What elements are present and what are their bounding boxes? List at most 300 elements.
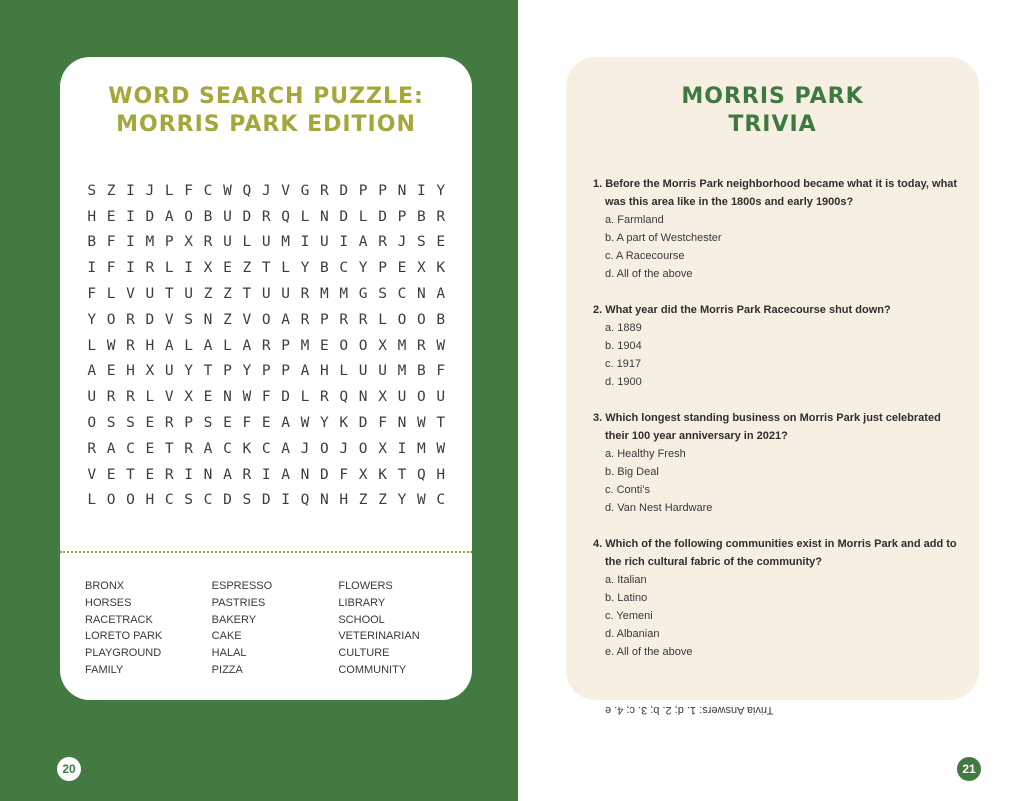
grid-letter: W — [300, 415, 310, 432]
answer-option: a. Farmland — [605, 214, 664, 226]
grid-letter: V — [126, 286, 135, 303]
grid-row — [82, 255, 450, 281]
grid-letter: C — [223, 440, 232, 457]
grid-letter: E — [145, 440, 155, 457]
grid-letter: B — [416, 363, 426, 380]
grid-letter: L — [242, 234, 252, 251]
grid-letter: V — [281, 182, 290, 199]
grid-letter: C — [164, 492, 174, 509]
grid-letter: S — [242, 492, 252, 509]
grid-letter: R — [339, 311, 349, 328]
grid-letter: F — [261, 389, 271, 406]
grid-letter: S — [184, 492, 194, 509]
grid-letter: Z — [106, 182, 116, 199]
word-search-card — [60, 57, 472, 700]
grid-letter: R — [164, 466, 174, 483]
grid-letter: J — [145, 182, 155, 199]
grid-letter: S — [87, 182, 97, 199]
trivia-questions — [593, 175, 963, 679]
grid-letter: N — [358, 389, 368, 406]
grid-letter: R — [203, 234, 213, 251]
grid-letter: Q — [339, 389, 349, 406]
grid-letter: A — [358, 234, 368, 251]
trivia-question — [593, 175, 963, 283]
grid-letter: B — [436, 311, 446, 328]
grid-letter: T — [203, 363, 213, 380]
grid-letter: W — [416, 492, 426, 509]
grid-letter: A — [164, 337, 174, 354]
grid-letter: R — [416, 337, 426, 354]
answer-option: b. Big Deal — [605, 466, 659, 478]
grid-letter: U — [436, 389, 446, 406]
word-list-item: RACETRACK — [85, 613, 153, 626]
grid-letter: T — [164, 440, 174, 457]
word-list-item: PASTRIES — [211, 596, 266, 609]
question-text: 4. Which of the following communities exist in Morris Park and add to the rich cultural fabric of the community? — [593, 538, 957, 568]
trivia-question — [593, 535, 963, 661]
word-search-title-line1: WORD SEARCH PUZZLE: — [108, 84, 424, 109]
grid-letter: A — [281, 415, 290, 432]
grid-letter: A — [242, 337, 252, 354]
grid-letter: J — [397, 234, 407, 251]
word-column — [85, 578, 212, 679]
trivia-title-line1: MORRIS PARK — [681, 84, 864, 109]
grid-letter: O — [184, 208, 194, 225]
dotted-divider — [60, 551, 472, 553]
grid-letter: R — [300, 286, 310, 303]
grid-letter: M — [397, 337, 407, 354]
word-list-item: SCHOOL — [338, 613, 385, 626]
grid-letter: B — [87, 234, 97, 251]
grid-letter: U — [261, 234, 271, 251]
grid-letter: L — [300, 389, 310, 406]
grid-letter: D — [358, 415, 368, 432]
grid-letter: M — [320, 286, 329, 303]
grid-row — [82, 204, 450, 230]
word-list-item: VETERINARIAN — [338, 630, 420, 643]
page-number-right: 21 — [957, 757, 981, 781]
grid-letter: R — [184, 440, 194, 457]
answer-option: d. Albanian — [605, 628, 660, 640]
word-list-item: CAKE — [211, 630, 242, 643]
question-text: 1. Before the Morris Park neighborhood became what it is today, what was this area like in the 1800s and early 1900s? — [593, 178, 958, 208]
grid-letter: P — [397, 208, 407, 225]
grid-letter: I — [126, 208, 135, 225]
grid-letter: Y — [184, 363, 194, 380]
grid-letter: L — [145, 389, 155, 406]
grid-letter: X — [203, 260, 213, 277]
grid-letter: R — [378, 234, 387, 251]
grid-letter: C — [126, 440, 135, 457]
grid-letter: O — [126, 492, 135, 509]
grid-letter: U — [378, 363, 387, 380]
grid-letter: U — [397, 389, 407, 406]
grid-letter: E — [145, 466, 155, 483]
grid-letter: A — [164, 208, 174, 225]
grid-letter: O — [358, 440, 368, 457]
grid-row — [82, 384, 450, 410]
grid-letter: D — [261, 492, 271, 509]
grid-letter: P — [281, 363, 290, 380]
grid-letter: F — [106, 260, 116, 277]
grid-letter: E — [223, 260, 232, 277]
grid-letter: F — [242, 415, 252, 432]
grid-letter: E — [223, 415, 232, 432]
grid-letter: L — [281, 260, 290, 277]
grid-letter: O — [106, 492, 116, 509]
grid-letter: F — [436, 363, 446, 380]
grid-letter: I — [126, 182, 135, 199]
grid-letter: A — [281, 440, 290, 457]
grid-letter: R — [320, 389, 329, 406]
grid-letter: D — [281, 389, 290, 406]
grid-letter: O — [320, 440, 329, 457]
grid-letter: R — [358, 311, 368, 328]
grid-letter: L — [87, 337, 97, 354]
grid-letter: X — [145, 363, 155, 380]
grid-letter: P — [281, 337, 290, 354]
grid-letter: O — [261, 311, 271, 328]
grid-letter: L — [106, 286, 116, 303]
grid-letter: T — [126, 466, 135, 483]
grid-letter: C — [203, 492, 213, 509]
trivia-card — [566, 57, 979, 700]
grid-letter: L — [184, 337, 194, 354]
grid-letter: I — [397, 440, 407, 457]
grid-letter: E — [203, 389, 213, 406]
grid-letter: A — [281, 311, 290, 328]
grid-letter: H — [339, 492, 349, 509]
grid-letter: Z — [203, 286, 213, 303]
grid-letter: J — [339, 440, 349, 457]
grid-letter: Z — [378, 492, 387, 509]
word-column — [212, 578, 339, 679]
grid-row — [82, 307, 450, 333]
grid-letter: P — [261, 363, 271, 380]
grid-row — [82, 230, 450, 256]
grid-letter: U — [261, 286, 271, 303]
grid-letter: K — [242, 440, 252, 457]
grid-letter: Q — [416, 466, 426, 483]
grid-letter: Z — [223, 286, 232, 303]
grid-letter: Y — [397, 492, 407, 509]
grid-letter: E — [106, 363, 116, 380]
grid-letter: F — [339, 466, 349, 483]
grid-letter: R — [126, 389, 135, 406]
answer-option: e. All of the above — [605, 646, 693, 658]
grid-letter: W — [242, 389, 252, 406]
grid-letter: A — [203, 337, 213, 354]
grid-letter: N — [300, 466, 310, 483]
grid-letter: E — [436, 234, 446, 251]
grid-letter: R — [164, 415, 174, 432]
grid-letter: W — [436, 440, 446, 457]
trivia-title-line2: TRIVIA — [728, 112, 817, 137]
grid-row — [82, 359, 450, 385]
grid-letter: K — [339, 415, 349, 432]
grid-letter: M — [397, 363, 407, 380]
grid-letter: B — [320, 260, 329, 277]
grid-letter: Q — [281, 208, 290, 225]
grid-letter: P — [320, 311, 329, 328]
trivia-title — [566, 83, 979, 139]
grid-letter: E — [106, 466, 116, 483]
question-text: 2. What year did the Morris Park Racecourse shut down? — [593, 304, 891, 316]
grid-letter: W — [106, 337, 116, 354]
letter-grid — [82, 178, 450, 513]
grid-letter: Z — [358, 492, 368, 509]
grid-letter: M — [339, 286, 349, 303]
grid-letter: L — [87, 492, 97, 509]
answer-option: b. Latino — [605, 592, 648, 604]
grid-letter: I — [184, 260, 194, 277]
grid-letter: P — [378, 182, 387, 199]
grid-letter: N — [223, 389, 232, 406]
grid-letter: I — [300, 234, 310, 251]
grid-letter: R — [242, 466, 252, 483]
grid-letter: X — [378, 389, 387, 406]
grid-letter: T — [397, 466, 407, 483]
grid-letter: P — [378, 260, 387, 277]
grid-letter: O — [339, 337, 349, 354]
grid-letter: S — [184, 311, 194, 328]
grid-row — [82, 410, 450, 436]
grid-letter: L — [358, 208, 368, 225]
word-column — [338, 578, 465, 679]
grid-letter: E — [320, 337, 329, 354]
answer-option: c. A Racecourse — [605, 250, 685, 262]
grid-letter: E — [145, 415, 155, 432]
grid-letter: E — [261, 415, 271, 432]
grid-letter: F — [106, 234, 116, 251]
grid-letter: U — [320, 234, 329, 251]
word-list-item: FLOWERS — [338, 580, 393, 592]
answer-option: d. 1900 — [605, 376, 642, 388]
grid-letter: L — [339, 363, 349, 380]
grid-letter: S — [126, 415, 135, 432]
grid-letter: L — [223, 337, 232, 354]
grid-letter: H — [126, 363, 135, 380]
grid-letter: O — [397, 311, 407, 328]
grid-letter: J — [261, 182, 271, 199]
grid-letter: U — [145, 286, 155, 303]
grid-letter: M — [281, 234, 290, 251]
grid-letter: X — [378, 337, 387, 354]
grid-letter: O — [106, 311, 116, 328]
grid-letter: R — [126, 311, 135, 328]
grid-letter: T — [164, 286, 174, 303]
grid-letter: I — [126, 234, 135, 251]
grid-letter: U — [358, 363, 368, 380]
grid-letter: S — [378, 286, 387, 303]
word-search-title-line2: MORRIS PARK EDITION — [116, 112, 416, 137]
grid-letter: K — [378, 466, 387, 483]
grid-letter: V — [164, 389, 174, 406]
grid-letter: R — [261, 337, 271, 354]
grid-letter: O — [87, 415, 97, 432]
word-list-item: ESPRESSO — [211, 580, 273, 592]
grid-letter: O — [358, 337, 368, 354]
grid-letter: U — [87, 389, 97, 406]
grid-letter: R — [300, 311, 310, 328]
answer-option: b. A part of Westchester — [605, 232, 722, 244]
grid-letter: P — [164, 234, 174, 251]
grid-letter: C — [203, 182, 213, 199]
grid-letter: N — [397, 415, 407, 432]
grid-letter: Q — [242, 182, 252, 199]
grid-letter: P — [358, 182, 368, 199]
grid-row — [82, 178, 450, 204]
grid-letter: D — [339, 208, 349, 225]
grid-letter: Y — [242, 363, 252, 380]
grid-letter: A — [203, 440, 213, 457]
grid-letter: H — [87, 208, 97, 225]
trivia-question — [593, 301, 963, 391]
grid-letter: D — [145, 311, 155, 328]
grid-letter: F — [378, 415, 387, 432]
grid-letter: L — [378, 311, 387, 328]
grid-letter: R — [320, 182, 329, 199]
grid-letter: P — [223, 363, 232, 380]
grid-letter: D — [145, 208, 155, 225]
grid-letter: F — [184, 182, 194, 199]
grid-letter: I — [126, 260, 135, 277]
grid-letter: C — [261, 440, 271, 457]
grid-letter: Y — [300, 260, 310, 277]
grid-letter: O — [416, 389, 426, 406]
grid-letter: R — [145, 260, 155, 277]
grid-letter: R — [106, 389, 116, 406]
word-list-item: FAMILY — [85, 663, 124, 676]
grid-letter: Y — [87, 311, 97, 328]
grid-letter: D — [378, 208, 387, 225]
grid-letter: A — [281, 466, 290, 483]
grid-letter: X — [416, 260, 426, 277]
grid-letter: P — [184, 415, 194, 432]
grid-letter: A — [87, 363, 97, 380]
grid-letter: I — [339, 234, 349, 251]
grid-letter: Y — [358, 260, 368, 277]
grid-letter: U — [184, 286, 194, 303]
grid-letter: N — [416, 286, 426, 303]
grid-letter: A — [436, 286, 446, 303]
grid-letter: N — [320, 492, 329, 509]
grid-row — [82, 436, 450, 462]
grid-letter: J — [300, 440, 310, 457]
grid-letter: H — [436, 466, 446, 483]
grid-letter: V — [87, 466, 97, 483]
grid-letter: S — [203, 415, 213, 432]
trivia-answers-upside-down: Trivia Answers: 1. d; 2. b; 3. c; 4. e — [605, 704, 774, 716]
grid-letter: K — [436, 260, 446, 277]
answer-option: d. Van Nest Hardware — [605, 502, 713, 514]
word-list-item: BAKERY — [211, 613, 257, 626]
grid-letter: A — [106, 440, 116, 457]
grid-letter: F — [87, 286, 97, 303]
grid-letter: Q — [300, 492, 310, 509]
grid-letter: U — [223, 234, 232, 251]
grid-letter: U — [281, 286, 290, 303]
grid-letter: X — [358, 466, 368, 483]
grid-letter: V — [242, 311, 252, 328]
grid-letter: R — [436, 208, 446, 225]
word-list-item: BRONX — [85, 580, 125, 592]
grid-letter: L — [300, 208, 310, 225]
grid-letter: C — [436, 492, 446, 509]
grid-letter: A — [223, 466, 232, 483]
grid-letter: M — [145, 234, 155, 251]
grid-letter: D — [242, 208, 252, 225]
trivia-question — [593, 409, 963, 517]
grid-letter: X — [378, 440, 387, 457]
grid-letter: U — [164, 363, 174, 380]
word-list-item: HALAL — [211, 647, 247, 660]
grid-letter: C — [339, 260, 349, 277]
grid-letter: O — [416, 311, 426, 328]
answer-option: c. 1917 — [605, 358, 642, 370]
grid-letter: W — [223, 182, 232, 199]
grid-row — [82, 333, 450, 359]
grid-letter: B — [203, 208, 213, 225]
question-text: 3. Which longest standing business on Morris Park just celebrated their 100 year anniversary in 2021? — [593, 412, 941, 442]
grid-letter: A — [300, 363, 310, 380]
grid-letter: I — [87, 260, 97, 277]
grid-letter: N — [320, 208, 329, 225]
word-list-item: COMMUNITY — [338, 663, 407, 676]
grid-letter: G — [300, 182, 310, 199]
grid-letter: I — [416, 182, 426, 199]
grid-letter: M — [416, 440, 426, 457]
grid-letter: T — [436, 415, 446, 432]
grid-letter: D — [320, 466, 329, 483]
grid-letter: T — [242, 286, 252, 303]
grid-letter: T — [261, 260, 271, 277]
grid-letter: H — [320, 363, 329, 380]
grid-letter: V — [164, 311, 174, 328]
grid-row — [82, 281, 450, 307]
answer-option: c. Yemeni — [605, 610, 653, 622]
grid-letter: N — [203, 466, 213, 483]
grid-row — [82, 462, 450, 488]
answer-option: a. 1889 — [605, 322, 642, 334]
grid-row — [82, 488, 450, 514]
word-search-title — [60, 83, 472, 139]
answer-option: b. 1904 — [605, 340, 642, 352]
grid-letter: X — [184, 389, 194, 406]
grid-letter: N — [397, 182, 407, 199]
grid-letter: S — [416, 234, 426, 251]
page-number-left: 20 — [57, 757, 81, 781]
word-list-item: LIBRARY — [338, 596, 386, 609]
grid-letter: S — [106, 415, 116, 432]
answer-option: c. Conti’s — [605, 484, 651, 496]
grid-letter: H — [145, 492, 155, 509]
grid-letter: L — [164, 260, 174, 277]
grid-letter: I — [281, 492, 290, 509]
grid-letter: D — [339, 182, 349, 199]
grid-letter: Z — [242, 260, 252, 277]
word-list-item: CULTURE — [338, 647, 390, 660]
grid-letter: H — [145, 337, 155, 354]
grid-letter: L — [164, 182, 174, 199]
grid-letter: W — [416, 415, 426, 432]
word-list — [85, 578, 465, 679]
grid-letter: I — [184, 466, 194, 483]
grid-letter: E — [106, 208, 116, 225]
grid-letter: C — [397, 286, 407, 303]
grid-letter: M — [300, 337, 310, 354]
grid-letter: I — [261, 466, 271, 483]
